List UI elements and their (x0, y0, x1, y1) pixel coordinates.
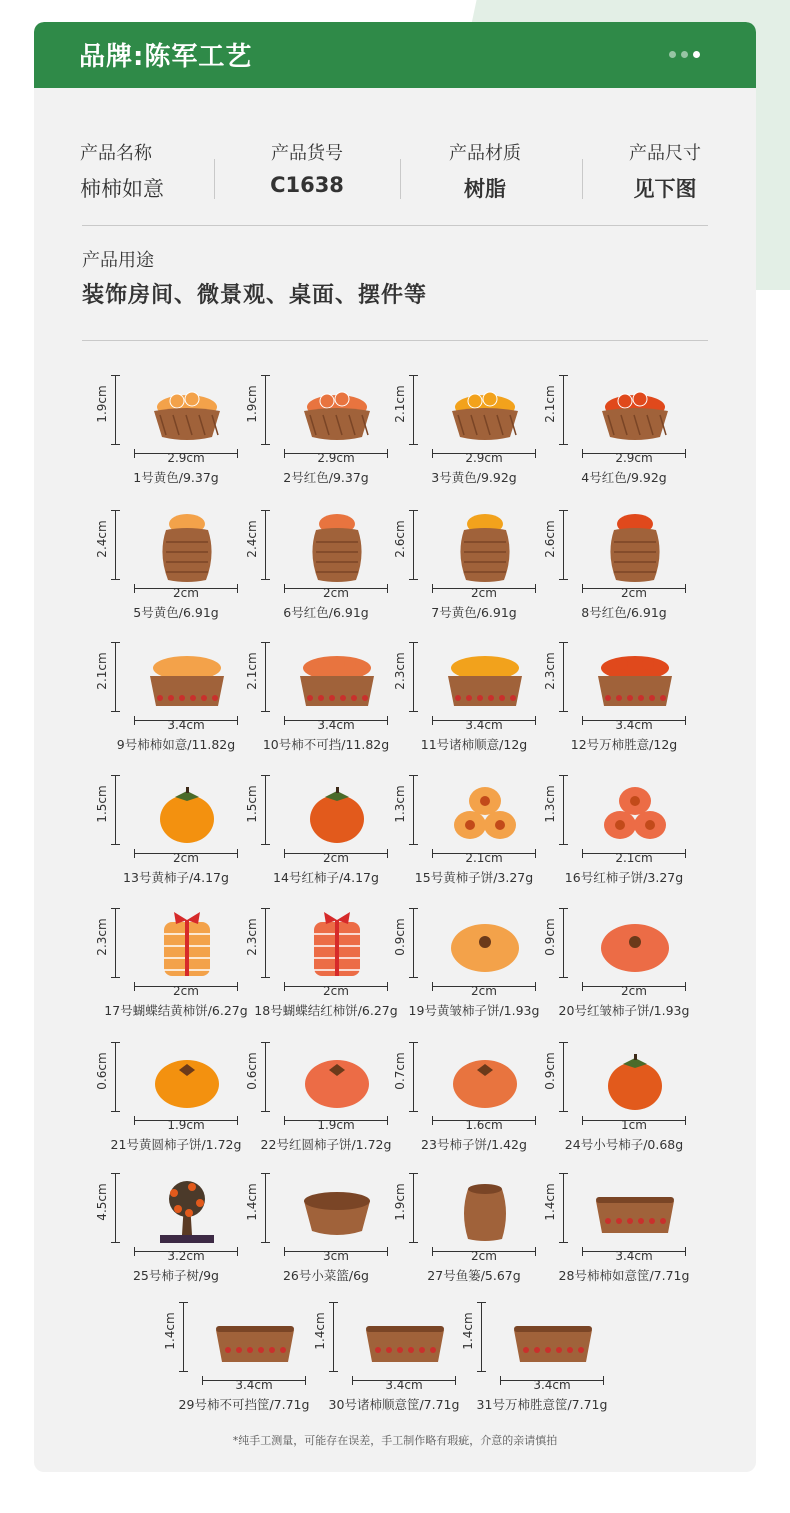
height-label: 2.1cm (245, 652, 259, 690)
height-dimension-line (558, 510, 568, 580)
product-item (246, 900, 406, 1020)
persimmon-icon (292, 775, 382, 847)
height-label: 2.4cm (95, 520, 109, 558)
width-label: 2cm (471, 1249, 497, 1263)
height-label: 1.4cm (163, 1312, 177, 1350)
width-label: 1.6cm (465, 1118, 503, 1132)
height-dimension-line (110, 1042, 120, 1112)
height-label: 0.7cm (393, 1052, 407, 1090)
spec-label: 产品名称 (80, 143, 152, 164)
width-label: 3.4cm (167, 718, 205, 732)
height-dimension-line (260, 510, 270, 580)
bowl-basket-red-persimmon-icon (292, 375, 382, 447)
jar-basket-red-persimmon-icon (590, 510, 680, 582)
product-size-grid (34, 22, 756, 1472)
tray-basket-persimmon-icon (440, 642, 530, 714)
product-item (246, 767, 406, 887)
spec-label: 产品货号 (271, 143, 343, 164)
height-label: 1.4cm (461, 1312, 475, 1350)
tray-basket-persimmon-icon (142, 642, 232, 714)
product-item (394, 1034, 554, 1154)
width-label: 3.4cm (615, 1249, 653, 1263)
width-label: 3.4cm (533, 1378, 571, 1392)
width-label: 2.9cm (317, 451, 355, 465)
width-label: 1.9cm (317, 1118, 355, 1132)
width-label: 1.9cm (167, 1118, 205, 1132)
empty-tray-basket-icon (508, 1302, 598, 1374)
item-caption: 31号万柿胜意筐/7.71g (476, 1397, 608, 1412)
footnote: *纯手工测量，可能存在误差，手工制作略有瑕疵，介意的亲请慎拍 (232, 1434, 558, 1447)
width-label: 2cm (323, 851, 349, 865)
spec-value: 见下图 (633, 177, 697, 201)
tray-basket-persimmon-icon (590, 642, 680, 714)
height-label: 2.1cm (393, 385, 407, 423)
wrinkled-cake-icon (440, 908, 530, 980)
height-label: 2.1cm (543, 385, 557, 423)
width-label: 2cm (323, 586, 349, 600)
item-caption: 12号万柿胜意/12g (570, 737, 678, 752)
height-dimension-line (178, 1302, 188, 1372)
persimmon-cake-stack-icon (440, 775, 530, 847)
item-caption: 8号红色/6.91g (581, 605, 667, 620)
product-item (164, 1294, 324, 1414)
height-dimension-line (260, 1042, 270, 1112)
height-label: 1.9cm (245, 385, 259, 423)
spec-label: 产品尺寸 (629, 143, 701, 164)
product-item (544, 1034, 704, 1154)
height-label: 4.5cm (95, 1183, 109, 1221)
height-dimension-line (558, 775, 568, 845)
item-caption: 17号蝴蝶结黄柿饼/6.27g (104, 1003, 248, 1018)
item-caption: 3号黄色/9.92g (431, 470, 517, 485)
width-label: 2.9cm (465, 451, 503, 465)
height-dimension-line (408, 510, 418, 580)
product-item (246, 1034, 406, 1154)
product-item (246, 1165, 406, 1285)
width-label: 3cm (323, 1249, 349, 1263)
item-caption: 19号黄皱柿子饼/1.93g (408, 1003, 540, 1018)
product-item (394, 900, 554, 1020)
item-caption: 2号红色/9.37g (283, 470, 369, 485)
persimmon-tree-icon (142, 1173, 232, 1245)
width-label: 2cm (173, 851, 199, 865)
item-caption: 13号黄柿子/4.17g (123, 870, 229, 885)
width-label: 3.4cm (465, 718, 503, 732)
height-dimension-line (408, 1042, 418, 1112)
height-label: 1.3cm (543, 785, 557, 823)
height-dimension-line (408, 1173, 418, 1243)
bowl-basket-red-persimmon-icon (590, 375, 680, 447)
height-dimension-line (408, 775, 418, 845)
height-dimension-line (558, 375, 568, 445)
product-item (544, 367, 704, 487)
height-label: 0.6cm (245, 1052, 259, 1090)
height-dimension-line (476, 1302, 486, 1372)
item-caption: 6号红色/6.91g (283, 605, 369, 620)
width-label: 3.4cm (385, 1378, 423, 1392)
spec-label: 产品材质 (449, 143, 521, 164)
height-label: 2.6cm (543, 520, 557, 558)
height-label: 2.3cm (95, 918, 109, 956)
item-caption: 15号黄柿子饼/3.27g (414, 870, 534, 885)
width-label: 3.4cm (235, 1378, 273, 1392)
product-item (96, 1034, 256, 1154)
height-label: 1.4cm (313, 1312, 327, 1350)
product-item (394, 634, 554, 754)
width-label: 2cm (621, 984, 647, 998)
height-label: 1.5cm (245, 785, 259, 823)
height-label: 0.6cm (95, 1052, 109, 1090)
empty-tray-basket-icon (210, 1302, 300, 1374)
height-dimension-line (110, 1173, 120, 1243)
item-caption: 27号鱼篓/5.67g (427, 1268, 521, 1283)
height-label: 1.9cm (393, 1183, 407, 1221)
product-item (96, 900, 256, 1020)
height-label: 0.9cm (393, 918, 407, 956)
height-dimension-line (408, 375, 418, 445)
height-label: 1.9cm (95, 385, 109, 423)
item-caption: 20号红皱柿子饼/1.93g (558, 1003, 690, 1018)
round-cake-icon (292, 1042, 382, 1114)
item-caption: 10号柿不可挡/11.82g (262, 737, 390, 752)
product-item (544, 502, 704, 622)
product-item (96, 767, 256, 887)
height-dimension-line (110, 375, 120, 445)
persimmon-icon (142, 775, 232, 847)
width-label: 2cm (471, 984, 497, 998)
item-caption: 30号诸柿顺意筐/7.71g (328, 1397, 460, 1412)
height-dimension-line (558, 908, 568, 978)
product-item (246, 634, 406, 754)
product-info-card (34, 22, 756, 1472)
width-label: 1cm (621, 1118, 647, 1132)
height-dimension-line (260, 642, 270, 712)
item-caption: 22号红圆柿子饼/1.72g (260, 1137, 392, 1152)
item-caption: 1号黄色/9.37g (133, 470, 219, 485)
product-item (96, 634, 256, 754)
item-caption: 23号柿子饼/1.42g (421, 1137, 527, 1152)
height-dimension-line (260, 908, 270, 978)
height-label: 2.3cm (245, 918, 259, 956)
width-label: 2.1cm (465, 851, 503, 865)
height-label: 1.5cm (95, 785, 109, 823)
item-caption: 9号柿柿如意/11.82g (116, 737, 236, 752)
height-dimension-line (260, 375, 270, 445)
height-label: 0.9cm (543, 918, 557, 956)
spec-value: 树脂 (464, 177, 506, 201)
jar-basket-yellow-persimmon-icon (142, 510, 232, 582)
item-caption: 24号小号柿子/0.68g (564, 1137, 684, 1152)
height-dimension-line (110, 908, 120, 978)
product-item (462, 1294, 622, 1414)
height-label: 1.4cm (245, 1183, 259, 1221)
product-item (544, 900, 704, 1020)
spec-value: 柿柿如意 (80, 177, 164, 201)
empty-tray-basket-icon (360, 1302, 450, 1374)
item-caption: 16号红柿子饼/3.27g (564, 870, 684, 885)
item-caption: 4号红色/9.92g (581, 470, 667, 485)
round-cake-icon (440, 1042, 530, 1114)
item-caption: 26号小菜篮/6g (282, 1268, 369, 1283)
persimmon-cake-stack-icon (590, 775, 680, 847)
height-dimension-line (408, 642, 418, 712)
empty-bowl-basket-icon (292, 1173, 382, 1245)
width-label: 2cm (621, 586, 647, 600)
width-label: 3.4cm (317, 718, 355, 732)
height-dimension-line (558, 1173, 568, 1243)
product-item (246, 502, 406, 622)
height-label: 1.3cm (393, 785, 407, 823)
item-caption: 5号黄色/6.91g (133, 605, 219, 620)
height-dimension-line (328, 1302, 338, 1372)
product-item (544, 767, 704, 887)
product-item (394, 1165, 554, 1285)
product-item (314, 1294, 474, 1414)
product-item (544, 1165, 704, 1285)
height-label: 1.4cm (543, 1183, 557, 1221)
product-item (96, 1165, 256, 1285)
item-caption: 25号柿子树/9g (132, 1268, 219, 1283)
width-label: 2.9cm (167, 451, 205, 465)
height-dimension-line (110, 775, 120, 845)
height-label: 2.1cm (95, 652, 109, 690)
product-item (246, 367, 406, 487)
height-dimension-line (558, 642, 568, 712)
height-label: 0.9cm (543, 1052, 557, 1090)
width-label: 2cm (471, 586, 497, 600)
persimmon-icon (590, 1042, 680, 1114)
tray-basket-persimmon-icon (292, 642, 382, 714)
jar-basket-red-persimmon-icon (292, 510, 382, 582)
height-label: 2.6cm (393, 520, 407, 558)
wrinkled-cake-icon (590, 908, 680, 980)
height-dimension-line (260, 1173, 270, 1243)
width-label: 2cm (173, 586, 199, 600)
width-label: 2.9cm (615, 451, 653, 465)
fish-basket-icon (440, 1173, 530, 1245)
bowl-basket-yellow-persimmon-icon (142, 375, 232, 447)
height-label: 2.4cm (245, 520, 259, 558)
item-caption: 7号黄色/6.91g (431, 605, 517, 620)
product-item (394, 767, 554, 887)
item-caption: 14号红柿子/4.17g (273, 870, 379, 885)
height-label: 2.3cm (393, 652, 407, 690)
product-item (394, 502, 554, 622)
product-item (96, 367, 256, 487)
empty-tray-basket-icon (590, 1173, 680, 1245)
width-label: 2.1cm (615, 851, 653, 865)
height-dimension-line (260, 775, 270, 845)
product-item (96, 502, 256, 622)
round-cake-icon (142, 1042, 232, 1114)
item-caption: 18号蝴蝶结红柿饼/6.27g (254, 1003, 398, 1018)
jar-basket-yellow-persimmon-icon (440, 510, 530, 582)
height-label: 2.3cm (543, 652, 557, 690)
bowl-basket-yellow-persimmon-icon (440, 375, 530, 447)
usage-label: 产品用途 (82, 250, 154, 271)
product-item (544, 634, 704, 754)
item-caption: 11号诸柿顺意/12g (420, 737, 528, 752)
width-label: 3.2cm (167, 1249, 205, 1263)
bow-cake-stack-icon (142, 908, 232, 980)
height-dimension-line (110, 510, 120, 580)
item-caption: 21号黄圆柿子饼/1.72g (110, 1137, 242, 1152)
product-item (394, 367, 554, 487)
width-label: 3.4cm (615, 718, 653, 732)
usage-value: 装饰房间、微景观、桌面、摆件等 (82, 283, 428, 308)
item-caption: 28号柿柿如意筐/7.71g (558, 1268, 690, 1283)
height-dimension-line (110, 642, 120, 712)
width-label: 2cm (173, 984, 199, 998)
height-dimension-line (408, 908, 418, 978)
bow-cake-stack-icon (292, 908, 382, 980)
brand-title: 品牌:陈军工艺 (79, 42, 253, 72)
width-label: 2cm (323, 984, 349, 998)
spec-value: C1638 (270, 173, 344, 197)
item-caption: 29号柿不可挡筐/7.71g (178, 1397, 310, 1412)
height-dimension-line (558, 1042, 568, 1112)
